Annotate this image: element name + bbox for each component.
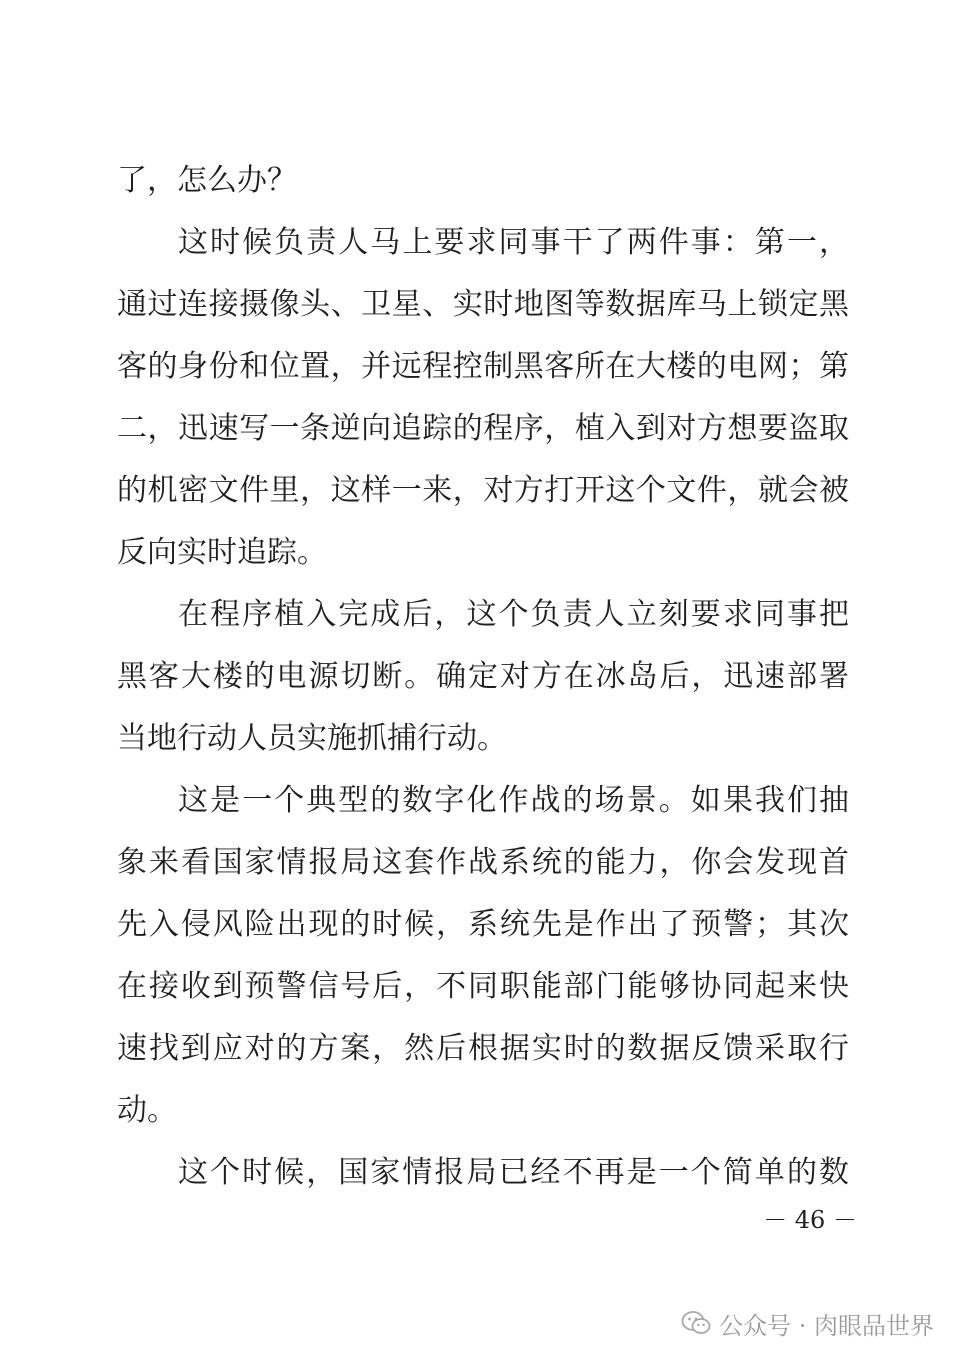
text-line: 反向实时追踪。 — [117, 535, 327, 570]
watermark-text: 公众号 · 肉眼品世界 — [719, 1311, 934, 1340]
wechat-icon — [681, 1310, 711, 1336]
text-line: 动。 — [117, 1093, 177, 1128]
text-line: 当地行动人员实施抓捕行动。 — [117, 721, 507, 756]
text-line: 黑客大楼的电源切断。确定对方在冰岛后，迅速部署 — [117, 659, 849, 694]
text-line: 这是一个典型的数字化作战的场景。如果我们抽 — [178, 783, 849, 818]
text-line: 这时候负责人马上要求同事干了两件事：第一， — [178, 225, 849, 260]
watermark — [681, 1303, 934, 1343]
text-line: 象来看国家情报局这套作战系统的能力，你会发现首 — [117, 845, 849, 880]
text-line: 通过连接摄像头、卫星、实时地图等数据库马上锁定黑 — [117, 287, 849, 322]
page-number: － 46 － — [763, 1206, 857, 1234]
text-line: 速找到应对的方案，然后根据实时的数据反馈采取行 — [117, 1031, 849, 1066]
text-line: 在接收到预警信号后，不同职能部门能够协同起来快 — [117, 969, 849, 1004]
text-line: 客的身份和位置，并远程控制黑客所在大楼的电网；第 — [117, 349, 849, 384]
text-line: 的机密文件里，这样一来，对方打开这个文件，就会被 — [117, 473, 849, 508]
text-line: 了，怎么办？ — [117, 163, 297, 198]
body-text — [117, 150, 849, 1204]
text-line: 这个时候，国家情报局已经不再是一个简单的数 — [178, 1155, 849, 1190]
text-line: 先入侵风险出现的时候，系统先是作出了预警；其次 — [117, 907, 849, 942]
text-line: 在程序植入完成后，这个负责人立刻要求同事把 — [178, 597, 849, 632]
text-line: 二，迅速写一条逆向追踪的程序，植入到对方想要盗取 — [117, 411, 849, 446]
